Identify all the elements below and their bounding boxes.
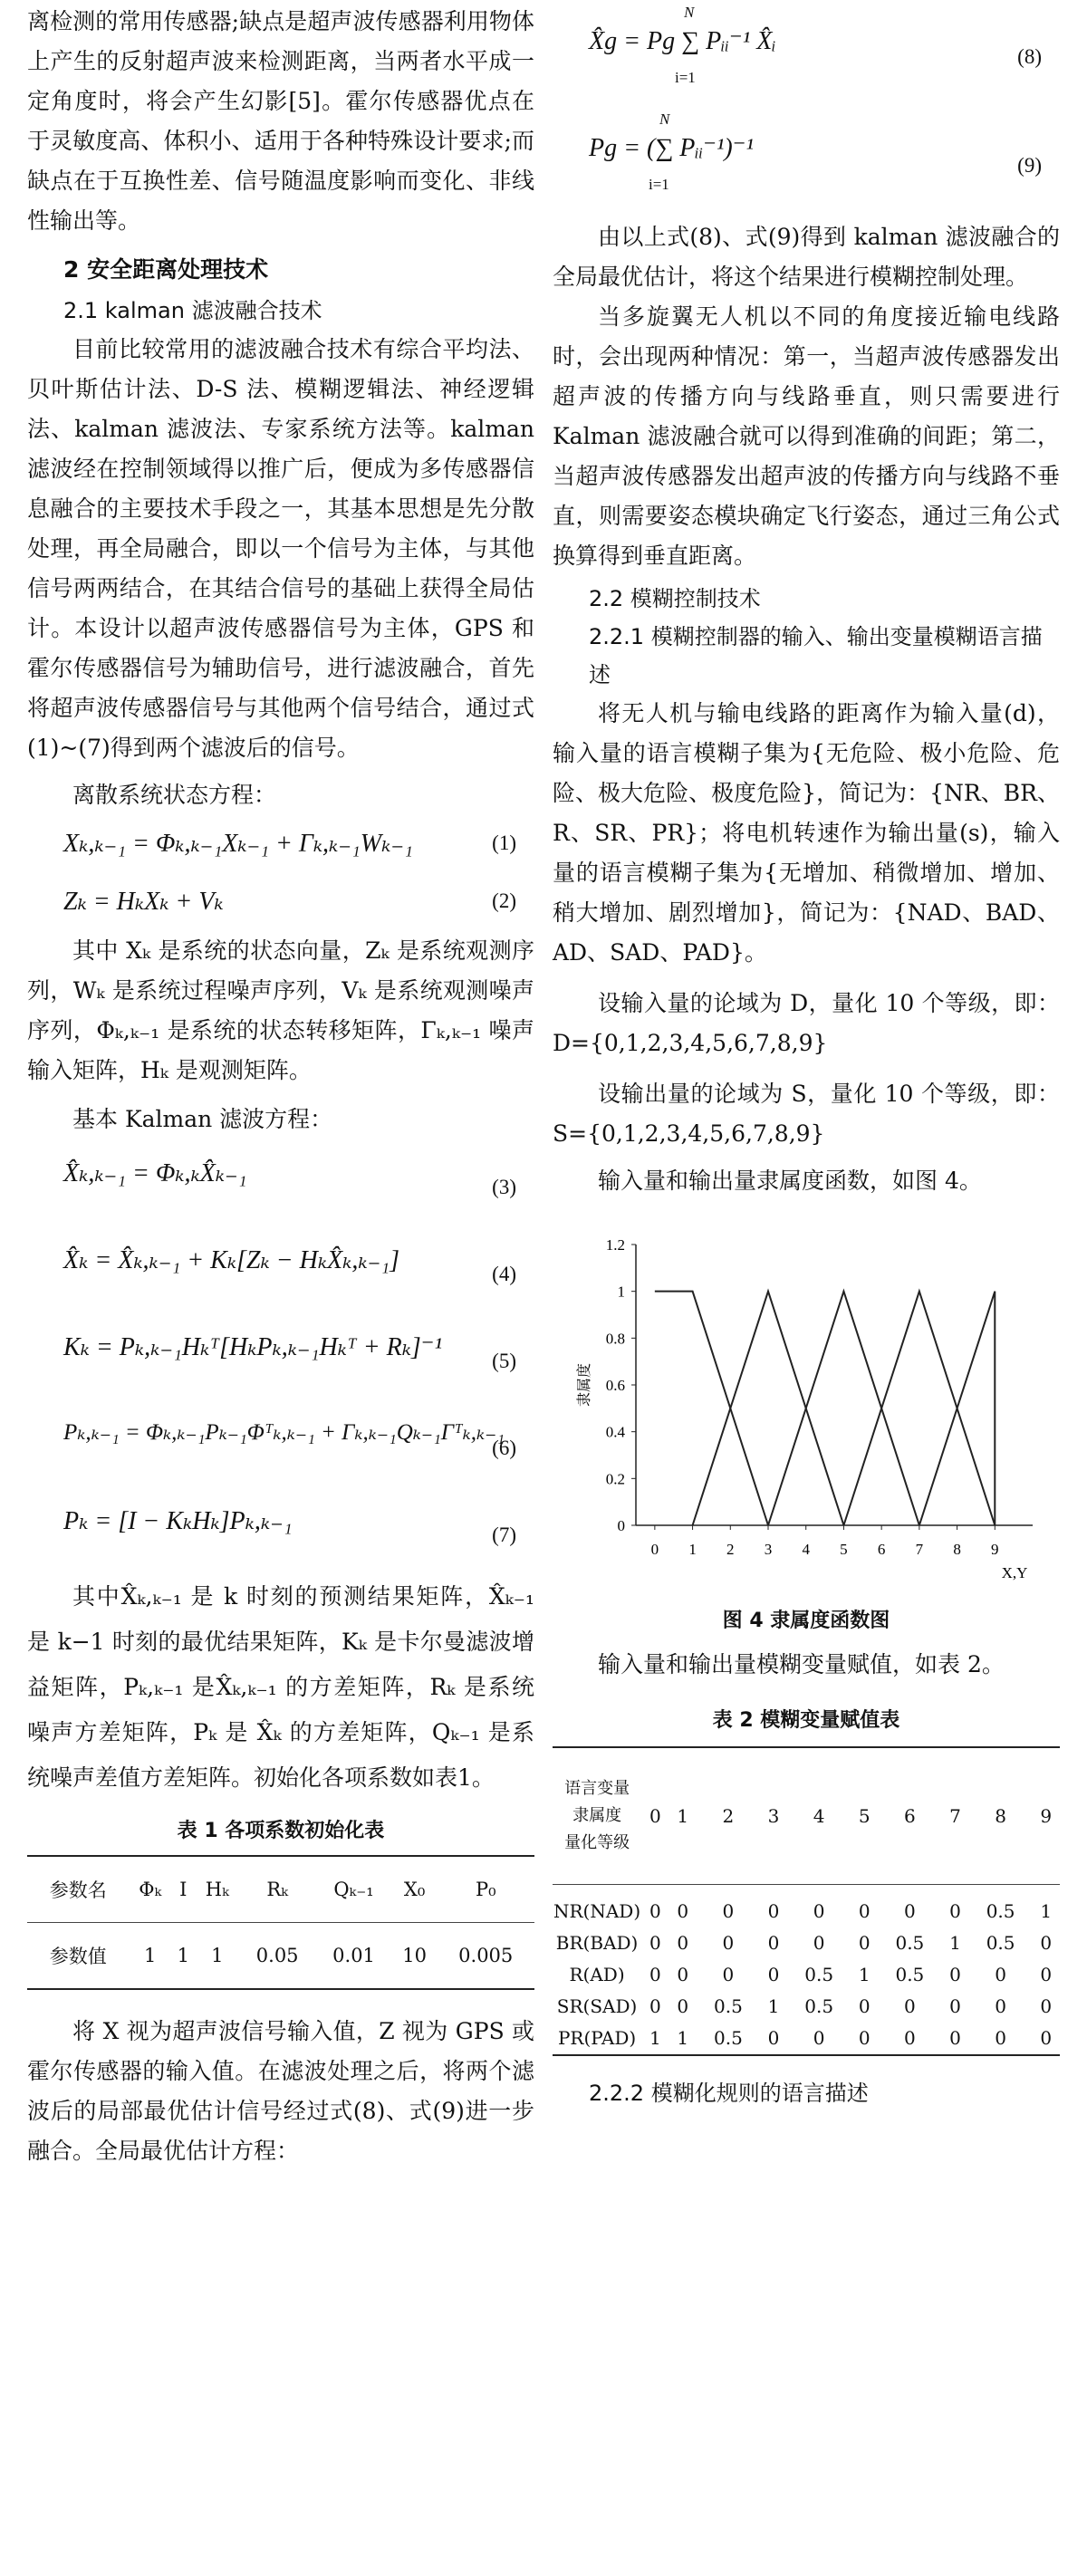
section-heading: 2 安全距离处理技术 bbox=[63, 256, 269, 283]
table-cell: 0.5 bbox=[804, 1995, 834, 2017]
paragraph: 其中X̂ₖ,ₖ₋₁ 是 k 时刻的预测结果矩阵，X̂ₖ₋₁ 是 k−1 时刻的最优结果矩阵，Kₖ 是卡尔曼滤波增益矩阵，Pₖ,ₖ₋₁ 是X̂ₖ,ₖ₋₁ 的方差矩阵，Rₖ 是系统噪声方差矩阵，Pₖ 是 X̂ₖ 的方差矩阵，Qₖ₋₁ 是系统噪声差值方差矩阵。初始化各项系数如表1。 bbox=[27, 1583, 534, 1791]
table-cell: 1 bbox=[1040, 1900, 1053, 1922]
table-cell: 0 bbox=[722, 1900, 735, 1922]
table-cell: 1 bbox=[858, 1964, 871, 1985]
paragraph: 离散系统状态方程： bbox=[72, 782, 277, 808]
table-cell: 0 bbox=[649, 1995, 661, 2017]
table-header-cell: I bbox=[179, 1879, 188, 1900]
table-cell: 0 bbox=[649, 1932, 661, 1954]
sum-upper-limit: N bbox=[659, 111, 670, 128]
table-cell: 1 bbox=[767, 1995, 780, 2017]
right-column bbox=[553, 0, 1060, 2112]
table-cell: 0.005 bbox=[458, 1945, 514, 1966]
table-1 bbox=[27, 1855, 534, 1990]
left-column bbox=[27, 0, 534, 2171]
paragraph: 设输入量的论域为 D，量化 10 个等级，即：D={0,1,2,3,4,5,6,7,8,9} bbox=[553, 990, 1060, 1056]
equation-6 bbox=[27, 1400, 534, 1487]
header-label: 语言变量 bbox=[564, 1779, 630, 1798]
table-cell: 0 bbox=[767, 2027, 780, 2049]
table-cell: 0.5 bbox=[895, 1964, 925, 1985]
paragraph: 当多旋翼无人机以不同的角度接近输电线路时，会出现两种情况：第一，当超声波传感器发出超声波的传播方向与线路垂直，则只需要进行 Kalman 滤波融合就可以得到准确的间距；第二，当超声波传感器发出超声波的传播方向与线路不垂直，则需要姿态模块确定飞行姿态，通过三角公式换算得到垂直距离。 bbox=[553, 303, 1060, 569]
equation-body: X̂g = Pg ∑ Pᵢᵢ⁻¹ X̂ᵢ bbox=[589, 27, 776, 55]
table-2 bbox=[553, 1746, 1060, 2056]
table-cell: 0 bbox=[858, 1900, 871, 1922]
table-cell: 0.05 bbox=[255, 1945, 299, 1966]
table-cell: 0 bbox=[677, 1900, 689, 1922]
equation-text: Kₖ = Pₖ,ₖ₋₁Hₖᵀ[HₖPₖ,ₖ₋₁Hₖᵀ + Rₖ]⁻¹ bbox=[63, 1333, 442, 1361]
table-cell: 0 bbox=[767, 1964, 780, 1985]
table-header-label-cell bbox=[553, 1747, 641, 1885]
table-header-cell: X₀ bbox=[403, 1879, 426, 1900]
paragraph: 输入量和输出量模糊变量赋值，如表 2。 bbox=[598, 1651, 1005, 1677]
table-header-cell: Rₖ bbox=[266, 1879, 288, 1900]
subsection-heading: 2.1 kalman 滤波融合技术 bbox=[63, 298, 322, 323]
membership-series-line bbox=[655, 1292, 768, 1525]
table-row bbox=[27, 1923, 534, 1990]
row-label: NR(NAD) bbox=[553, 1900, 641, 1922]
table-cell: 0 bbox=[767, 1900, 780, 1922]
table-row bbox=[553, 1927, 1060, 1959]
y-tick-label: 1.2 bbox=[605, 1236, 625, 1254]
y-axis-label: 隶属度 bbox=[575, 1362, 592, 1408]
equation-text: X̂ₖ = X̂ₖ,ₖ₋₁ + Kₖ[Zₖ − HₖX̂ₖ,ₖ₋₁] bbox=[63, 1246, 399, 1274]
table-row bbox=[553, 2023, 1060, 2055]
paragraph: 将 X 视为超声波信号输入值，Z 视为 GPS 或霍尔传感器的输入值。在滤波处理之后，将两个滤波后的局部最优估计信号经过式(8)、式(9)进一步融合。全局最优估计方程： bbox=[27, 2018, 534, 2164]
x-tick-label: 8 bbox=[953, 1541, 961, 1558]
table-cell: 0.5 bbox=[714, 2027, 743, 2049]
table-cell: 1 bbox=[177, 1945, 189, 1966]
table-header-row bbox=[553, 1747, 1060, 1885]
table-cell: 0 bbox=[649, 1900, 661, 1922]
equation-number: (8) bbox=[1017, 45, 1042, 68]
equation-3 bbox=[27, 1139, 534, 1226]
y-tick-label: 0.8 bbox=[605, 1330, 625, 1348]
paragraph: 离检测的常用传感器;缺点是超声波传感器利用物体上产生的反射超声波来检测距离，当两者水平成一定角度时，将会产生幻影[5]。霍尔传感器优点在于灵敏度高、体积小、适用于各种特殊设计要求;而缺点在于互换性差、信号随温度影响而变化、非线性输出等。 bbox=[27, 8, 534, 234]
equation-text: Pₖ = [I − KₖHₖ]Pₖ,ₖ₋₁ bbox=[63, 1507, 293, 1535]
table-cell: 0 bbox=[949, 1900, 961, 1922]
table-header-cell: 4 bbox=[813, 1805, 825, 1827]
y-tick-label: 0.2 bbox=[605, 1470, 625, 1488]
paragraph: 设输出量的论域为 S，量化 10 个等级，即：S={0,1,2,3,4,5,6,7,8,9} bbox=[553, 1081, 1060, 1147]
table-header-cell: P₀ bbox=[475, 1879, 496, 1900]
equation-1 bbox=[27, 815, 534, 873]
table-header-cell: 7 bbox=[949, 1805, 961, 1827]
table-cell: 0 bbox=[1040, 2027, 1053, 2049]
table-cell: 0 bbox=[722, 1932, 735, 1954]
membership-function-chart bbox=[553, 1217, 1060, 1598]
row-label: SR(SAD) bbox=[556, 1995, 638, 2017]
table-cell: 0 bbox=[767, 1932, 780, 1954]
table-cell: 0.01 bbox=[332, 1945, 375, 1966]
table-cell: 0 bbox=[677, 1932, 689, 1954]
table-row bbox=[553, 1991, 1060, 2023]
figure-4-caption: 图 4 隶属度函数图 bbox=[722, 1610, 890, 1632]
table-cell: 0 bbox=[949, 2027, 961, 2049]
sum-lower-limit: i=1 bbox=[649, 176, 669, 193]
x-tick-label: 2 bbox=[726, 1541, 735, 1558]
table-header-cell: 3 bbox=[767, 1805, 780, 1827]
equation-number: (3) bbox=[492, 1176, 516, 1198]
table-cell: 0 bbox=[1040, 1932, 1053, 1954]
table-cell: 1 bbox=[144, 1945, 157, 1966]
table-cell: 0 bbox=[649, 1964, 661, 1985]
table-cell: 0.5 bbox=[986, 1932, 1015, 1954]
x-tick-label: 3 bbox=[764, 1541, 773, 1558]
table-cell: 0 bbox=[995, 2027, 1006, 2049]
table-cell: 1 bbox=[949, 1932, 961, 1954]
paragraph: 将无人机与输电线路的距离作为输入量(d)，输入量的语言模糊子集为{无危险、极小危险、危险、极大危险、极度危险}，简记为：{NR、BR、R、SR、PR}；将电机转速作为输出量(s)，输入量的语言模糊子集为{无增加、稍微增加、增加、稍大增加、剧烈增加}，简记为：{NAD、BAD、AD、SAD、PAD}。 bbox=[553, 700, 1060, 966]
table-cell: 参数值 bbox=[49, 1946, 107, 1967]
table-cell: 0 bbox=[995, 1964, 1006, 1985]
table-1-caption: 表 1 各项系数初始化表 bbox=[177, 1820, 385, 1842]
table-cell: 0.5 bbox=[714, 1995, 743, 2017]
table-cell: 1 bbox=[649, 2027, 661, 2049]
y-tick-label: 0.6 bbox=[605, 1377, 625, 1394]
table-cell: 0 bbox=[995, 1995, 1006, 2017]
equation-9 bbox=[553, 107, 1060, 205]
table-cell: 0 bbox=[949, 1995, 961, 2017]
membership-series-line bbox=[843, 1292, 995, 1525]
header-label: 隶属度 bbox=[572, 1806, 622, 1825]
paragraph: 目前比较常用的滤波融合技术有综合平均法、贝叶斯估计法、D-S 法、模糊逻辑法、神经逻辑法、kalman 滤波法、专家系统方法等。kalman 滤波经在控制领域得以推广后，便成为多传感器信息融合的主要技术手段之一，其基本思想是先分散处理，再全局融合，即以一个信号为主体，与其他信号两两结合，在其结合信号的基础上获得全局估计。本设计以超声波传感器信号为主体，GPS 和霍尔传感器信号为辅助信号，进行滤波融合，首先将超声波传感器信号与其他两个信号结合，通过式(1)~(7)得到两个滤波后的信号。 bbox=[27, 336, 534, 761]
x-tick-label: 0 bbox=[650, 1541, 659, 1558]
table-cell: 0.5 bbox=[804, 1964, 834, 1985]
table-header-cell: Qₖ₋₁ bbox=[333, 1879, 374, 1900]
paragraph: 输入量和输出量隶属度函数，如图 4。 bbox=[598, 1168, 982, 1194]
figure-4 bbox=[553, 1217, 1060, 1598]
row-label: BR(BAD) bbox=[555, 1932, 639, 1954]
table-cell: 1 bbox=[211, 1945, 224, 1966]
table-header-cell: 6 bbox=[904, 1805, 916, 1827]
subsection-heading: 2.2 模糊控制技术 bbox=[589, 586, 761, 611]
row-label: PR(PAD) bbox=[557, 2027, 637, 2049]
paragraph: 其中 Xₖ 是系统的状态向量，Zₖ 是系统观测序列，Wₖ 是系统过程噪声序列，Vₖ 是系统观测噪声序列，Φₖ,ₖ₋₁ 是系统的状态转移矩阵，Γₖ,ₖ₋₁ 噪声输入矩阵，Hₖ 是观测矩阵。 bbox=[27, 937, 534, 1083]
table-cell: 0 bbox=[722, 1964, 735, 1985]
y-tick-label: 1 bbox=[617, 1283, 625, 1301]
equation-number: (6) bbox=[492, 1437, 516, 1459]
paragraph: 由以上式(8)、式(9)得到 kalman 滤波融合的全局最优估计，将这个结果进行模糊控制处理。 bbox=[553, 224, 1060, 290]
table-header-cell: 9 bbox=[1040, 1805, 1053, 1827]
equation-number: (2) bbox=[492, 889, 516, 912]
table-cell: 0 bbox=[1040, 1995, 1053, 2017]
equation-number: (9) bbox=[1017, 154, 1042, 177]
equation-5 bbox=[27, 1313, 534, 1400]
table-cell: 0 bbox=[858, 2027, 871, 2049]
table-cell: 0 bbox=[677, 1995, 689, 2017]
equation-text bbox=[589, 25, 776, 56]
table-cell: 0 bbox=[949, 1964, 961, 1985]
table-row bbox=[553, 1885, 1060, 1928]
table-header-cell: 8 bbox=[995, 1805, 1006, 1827]
equation-number: (1) bbox=[492, 831, 516, 854]
membership-series-line bbox=[693, 1292, 844, 1525]
x-tick-label: 9 bbox=[991, 1541, 999, 1558]
y-tick-label: 0.4 bbox=[605, 1423, 625, 1441]
table-cell: 0 bbox=[677, 1964, 689, 1985]
y-tick-label: 0 bbox=[617, 1517, 625, 1534]
table-header-cell: 5 bbox=[858, 1805, 871, 1827]
equation-2 bbox=[27, 873, 534, 931]
table-cell: 0 bbox=[904, 2027, 916, 2049]
table-cell: 0.5 bbox=[895, 1932, 925, 1954]
table-header-cell: 2 bbox=[722, 1805, 735, 1827]
header-label: 量化等级 bbox=[564, 1833, 630, 1852]
paragraph: 基本 Kalman 滤波方程： bbox=[72, 1106, 333, 1132]
table-row bbox=[553, 1959, 1060, 1991]
x-axis-label: X,Y bbox=[1001, 1564, 1028, 1581]
table-cell: 0 bbox=[813, 1932, 825, 1954]
table-header-cell: 参数名 bbox=[49, 1879, 107, 1901]
table-cell: 0 bbox=[813, 2027, 825, 2049]
equation-text: Xₖ,ₖ₋₁ = Φₖ,ₖ₋₁Xₖ₋₁ + Γₖ,ₖ₋₁Wₖ₋₁ bbox=[63, 830, 413, 858]
table-header-cell: Φₖ bbox=[139, 1879, 162, 1900]
x-tick-label: 4 bbox=[802, 1541, 810, 1558]
table-header-cell: Hₖ bbox=[205, 1879, 229, 1900]
row-label: R(AD) bbox=[569, 1964, 625, 1985]
membership-series-line bbox=[768, 1292, 919, 1525]
table-cell: 0.5 bbox=[986, 1900, 1015, 1922]
table-cell: 1 bbox=[677, 2027, 689, 2049]
table-cell: 0 bbox=[858, 1995, 871, 2017]
table-cell: 0 bbox=[813, 1900, 825, 1922]
subsubsection-heading: 2.2.1 模糊控制器的输入、输出变量模糊语言描述 bbox=[589, 624, 1043, 687]
equation-4 bbox=[27, 1226, 534, 1313]
table-cell: 0 bbox=[904, 1995, 916, 2017]
equation-number: (4) bbox=[492, 1263, 516, 1285]
table-cell: 0 bbox=[858, 1932, 871, 1954]
sum-lower-limit: i=1 bbox=[675, 69, 696, 86]
sum-upper-limit: N bbox=[684, 4, 695, 21]
x-tick-label: 7 bbox=[915, 1541, 924, 1558]
table-2-caption: 表 2 模糊变量赋值表 bbox=[712, 1709, 900, 1732]
x-tick-label: 5 bbox=[840, 1541, 848, 1558]
equation-text: Pg = (∑ Pᵢᵢ⁻¹)⁻¹ bbox=[589, 134, 754, 162]
table-header-cell: 1 bbox=[677, 1805, 689, 1827]
equation-number: (7) bbox=[492, 1523, 516, 1546]
equation-number: (5) bbox=[492, 1350, 516, 1372]
equation-7 bbox=[27, 1487, 534, 1574]
x-tick-label: 6 bbox=[877, 1541, 886, 1558]
equation-text: X̂ₖ,ₖ₋₁ = Φₖ,ₖX̂ₖ₋₁ bbox=[63, 1159, 247, 1187]
equation-text: Pₖ,ₖ₋₁ = Φₖ,ₖ₋₁Pₖ₋₁Φᵀₖ,ₖ₋₁ + Γₖ,ₖ₋₁Qₖ₋₁Γᵀₖ,ₖ₋₁ bbox=[63, 1420, 505, 1445]
equation-8 bbox=[553, 0, 1060, 100]
table-cell: 10 bbox=[402, 1945, 427, 1966]
table-header-row bbox=[27, 1856, 534, 1923]
subsubsection-heading: 2.2.2 模糊化规则的语言描述 bbox=[589, 2081, 869, 2106]
table-cell: 0 bbox=[904, 1900, 916, 1922]
table-cell: 0 bbox=[1040, 1964, 1053, 1985]
table-header-cell: 0 bbox=[649, 1805, 661, 1827]
x-tick-label: 1 bbox=[688, 1541, 697, 1558]
equation-text: Zₖ = HₖXₖ + Vₖ bbox=[63, 888, 224, 916]
